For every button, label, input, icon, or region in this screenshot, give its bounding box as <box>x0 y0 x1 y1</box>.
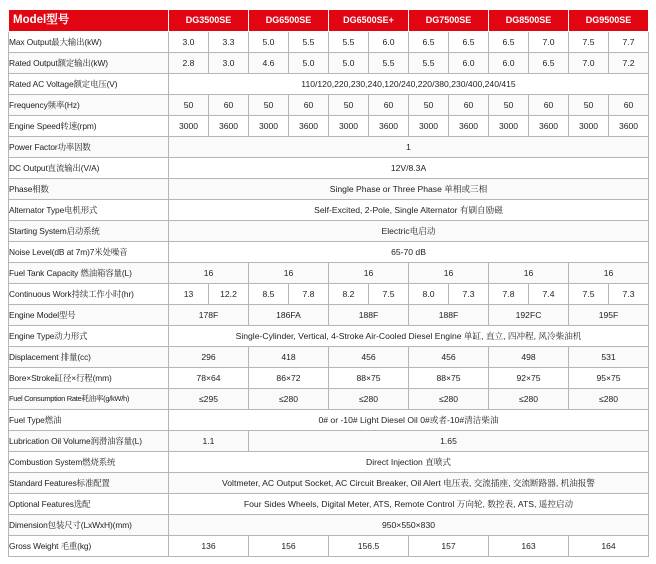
table-cell: 531 <box>569 347 649 368</box>
table-row <box>9 53 649 74</box>
table-cell: Voltmeter, AC Output Socket, AC Circuit Breaker, Oil Alert 电压表, 交流插座, 交流断路器, 机油报警 <box>169 473 649 494</box>
table-cell: 6.0 <box>449 53 489 74</box>
table-cell: 5.0 <box>289 53 329 74</box>
table-cell: 16 <box>409 263 489 284</box>
model-header: DG6500SE+ <box>329 10 409 32</box>
table-cell: 13 <box>169 284 209 305</box>
row-label: Standard Features标准配置 <box>9 473 169 494</box>
row-label: DC Output直流输出(V/A) <box>9 158 169 179</box>
table-cell: ≤280 <box>329 389 409 410</box>
row-label: Noise Level(dB at 7m)7米处噪音 <box>9 242 169 263</box>
table-row <box>9 74 649 95</box>
table-cell: 296 <box>169 347 249 368</box>
table-cell: 50 <box>409 95 449 116</box>
table-cell: 456 <box>409 347 489 368</box>
table-cell: 60 <box>209 95 249 116</box>
table-cell: 418 <box>249 347 329 368</box>
table-cell: 3000 <box>489 116 529 137</box>
table-row <box>9 368 649 389</box>
table-cell: 950×550×830 <box>169 515 649 536</box>
table-cell: 88×75 <box>409 368 489 389</box>
table-row <box>9 431 649 452</box>
row-label: Fuel Tank Capacity 燃油箱容量(L) <box>9 263 169 284</box>
table-cell: ≤280 <box>489 389 569 410</box>
model-header: DG7500SE <box>409 10 489 32</box>
table-cell: 6.5 <box>449 32 489 53</box>
table-cell: 8.5 <box>249 284 289 305</box>
table-cell: 6.0 <box>489 53 529 74</box>
model-header: DG3500SE <box>169 10 249 32</box>
row-label: Engine Model型号 <box>9 305 169 326</box>
model-title: Model型号 <box>9 10 169 32</box>
table-cell: 136 <box>169 536 249 557</box>
table-cell: 7.7 <box>609 32 649 53</box>
table-row <box>9 326 649 347</box>
spec-table <box>8 10 649 557</box>
row-label: Engine Type动力形式 <box>9 326 169 347</box>
table-cell: 3600 <box>289 116 329 137</box>
table-cell: 60 <box>609 95 649 116</box>
table-header <box>9 10 649 32</box>
table-cell: 7.5 <box>569 32 609 53</box>
row-label: Rated AC Voltage额定电压(V) <box>9 74 169 95</box>
table-row <box>9 473 649 494</box>
table-cell: 456 <box>329 347 409 368</box>
table-cell: 60 <box>529 95 569 116</box>
table-cell: 12V/8.3A <box>169 158 649 179</box>
table-cell: 3.0 <box>209 53 249 74</box>
table-cell: 1.65 <box>249 431 649 452</box>
table-cell: 7.2 <box>609 53 649 74</box>
table-cell: 86×72 <box>249 368 329 389</box>
table-cell: Direct Injection 直喷式 <box>169 452 649 473</box>
model-header: DG9500SE <box>569 10 649 32</box>
table-cell: 65-70 dB <box>169 242 649 263</box>
table-cell: 110/120,220,230,240,120/240,220/380,230/400,240/415 <box>169 74 649 95</box>
table-cell: 5.5 <box>289 32 329 53</box>
table-cell: 156 <box>249 536 329 557</box>
table-cell: 157 <box>409 536 489 557</box>
table-cell: 3000 <box>329 116 369 137</box>
table-cell: 3.0 <box>169 32 209 53</box>
table-row <box>9 410 649 431</box>
table-row <box>9 305 649 326</box>
table-cell: 7.5 <box>569 284 609 305</box>
row-label: Fuel Consumption Rate耗油率(g/kW/h) <box>9 389 169 410</box>
table-cell: 50 <box>169 95 209 116</box>
table-row <box>9 347 649 368</box>
row-label: Max Output最大输出(kW) <box>9 32 169 53</box>
row-label: Phase相数 <box>9 179 169 200</box>
table-row <box>9 389 649 410</box>
table-cell: 50 <box>329 95 369 116</box>
table-cell: 3000 <box>169 116 209 137</box>
row-label: Engine Speed转速(rpm) <box>9 116 169 137</box>
table-cell: 16 <box>569 263 649 284</box>
table-cell: 7.3 <box>449 284 489 305</box>
table-row <box>9 284 649 305</box>
table-cell: 6.5 <box>529 53 569 74</box>
table-cell: 188F <box>329 305 409 326</box>
table-cell: 60 <box>369 95 409 116</box>
table-cell: 7.3 <box>609 284 649 305</box>
row-label: Continuous Work持续工作小时(hr) <box>9 284 169 305</box>
table-cell: ≤280 <box>409 389 489 410</box>
table-cell: 2.8 <box>169 53 209 74</box>
table-row <box>9 137 649 158</box>
row-label: Rated Output额定输出(kW) <box>9 53 169 74</box>
table-cell: 3600 <box>209 116 249 137</box>
table-cell: 186FA <box>249 305 329 326</box>
row-label: Power Factor功率因数 <box>9 137 169 158</box>
table-cell: 1.1 <box>169 431 249 452</box>
table-cell: 7.4 <box>529 284 569 305</box>
table-cell: 156.5 <box>329 536 409 557</box>
table-row <box>9 179 649 200</box>
table-row <box>9 158 649 179</box>
table-cell: 6.0 <box>369 32 409 53</box>
table-cell: Single-Cylinder, Vertical, 4-Stroke Air-Cooled Diesel Engine 单缸, 直立, 四冲程, 风冷柴油机 <box>169 326 649 347</box>
table-cell: 50 <box>489 95 529 116</box>
table-cell: 8.2 <box>329 284 369 305</box>
table-cell: 195F <box>569 305 649 326</box>
table-cell: 163 <box>489 536 569 557</box>
table-cell: ≤280 <box>249 389 329 410</box>
table-cell: ≤295 <box>169 389 249 410</box>
table-cell: 92×75 <box>489 368 569 389</box>
table-row <box>9 116 649 137</box>
row-label: Dimension包装尺寸(LxWxH)(mm) <box>9 515 169 536</box>
row-label: Displacement 排量(cc) <box>9 347 169 368</box>
table-cell: 16 <box>249 263 329 284</box>
table-cell: 8.0 <box>409 284 449 305</box>
table-cell: 7.5 <box>369 284 409 305</box>
table-row <box>9 515 649 536</box>
table-cell: 192FC <box>489 305 569 326</box>
model-header: DG8500SE <box>489 10 569 32</box>
table-cell: 16 <box>329 263 409 284</box>
table-cell: 60 <box>289 95 329 116</box>
table-row <box>9 536 649 557</box>
table-body <box>9 32 649 557</box>
table-cell: 3000 <box>569 116 609 137</box>
table-cell: 164 <box>569 536 649 557</box>
table-cell: 5.5 <box>329 32 369 53</box>
table-cell: ≤280 <box>569 389 649 410</box>
table-cell: 5.0 <box>329 53 369 74</box>
table-cell: 12.2 <box>209 284 249 305</box>
table-row <box>9 494 649 515</box>
table-cell: 3600 <box>449 116 489 137</box>
table-cell: 3.3 <box>209 32 249 53</box>
table-cell: Self-Excited, 2-Pole, Single Alternator 有刷自励磁 <box>169 200 649 221</box>
table-cell: 3600 <box>369 116 409 137</box>
row-label: Gross Weight 毛重(kg) <box>9 536 169 557</box>
table-row <box>9 221 649 242</box>
table-cell: 6.5 <box>489 32 529 53</box>
row-label: Alternator Type电机形式 <box>9 200 169 221</box>
table-cell: 3600 <box>529 116 569 137</box>
table-cell: 50 <box>569 95 609 116</box>
table-cell: 0# or -10# Light Diesel Oil 0#或者-10#清洁柴油 <box>169 410 649 431</box>
table-cell: 50 <box>249 95 289 116</box>
table-cell: 7.0 <box>529 32 569 53</box>
table-cell: 7.8 <box>289 284 329 305</box>
table-cell: 16 <box>489 263 569 284</box>
table-cell: 498 <box>489 347 569 368</box>
table-cell: Electric电启动 <box>169 221 649 242</box>
model-header: DG6500SE <box>249 10 329 32</box>
table-cell: 7.8 <box>489 284 529 305</box>
spec-table-wrapper <box>8 10 648 557</box>
row-label: Lubrication Oil Volume润滑油容量(L) <box>9 431 169 452</box>
table-cell: 5.0 <box>249 32 289 53</box>
table-cell: 7.0 <box>569 53 609 74</box>
table-cell: 60 <box>449 95 489 116</box>
table-cell: Four Sides Wheels, Digital Meter, ATS, Remote Control 万向轮, 数控表, ATS, 遥控启动 <box>169 494 649 515</box>
row-label: Starting System启动系统 <box>9 221 169 242</box>
table-row <box>9 263 649 284</box>
table-cell: 3000 <box>409 116 449 137</box>
table-row <box>9 32 649 53</box>
table-cell: 5.5 <box>409 53 449 74</box>
table-cell: 78×64 <box>169 368 249 389</box>
row-label: Bore×Stroke缸径×行程(mm) <box>9 368 169 389</box>
table-cell: 16 <box>169 263 249 284</box>
table-cell: 95×75 <box>569 368 649 389</box>
table-cell: 3000 <box>249 116 289 137</box>
table-cell: 188F <box>409 305 489 326</box>
table-row <box>9 200 649 221</box>
table-row <box>9 95 649 116</box>
table-cell: 5.5 <box>369 53 409 74</box>
row-label: Fuel Type燃油 <box>9 410 169 431</box>
table-cell: 6.5 <box>409 32 449 53</box>
table-cell: 1 <box>169 137 649 158</box>
table-row <box>9 452 649 473</box>
row-label: Optional Features选配 <box>9 494 169 515</box>
table-cell: 3600 <box>609 116 649 137</box>
table-cell: 88×75 <box>329 368 409 389</box>
table-cell: 4.6 <box>249 53 289 74</box>
header-row <box>9 10 649 32</box>
row-label: Frequency频率(Hz) <box>9 95 169 116</box>
table-cell: 178F <box>169 305 249 326</box>
row-label: Combustion System燃烧系统 <box>9 452 169 473</box>
table-row <box>9 242 649 263</box>
table-cell: Single Phase or Three Phase 单相或三相 <box>169 179 649 200</box>
